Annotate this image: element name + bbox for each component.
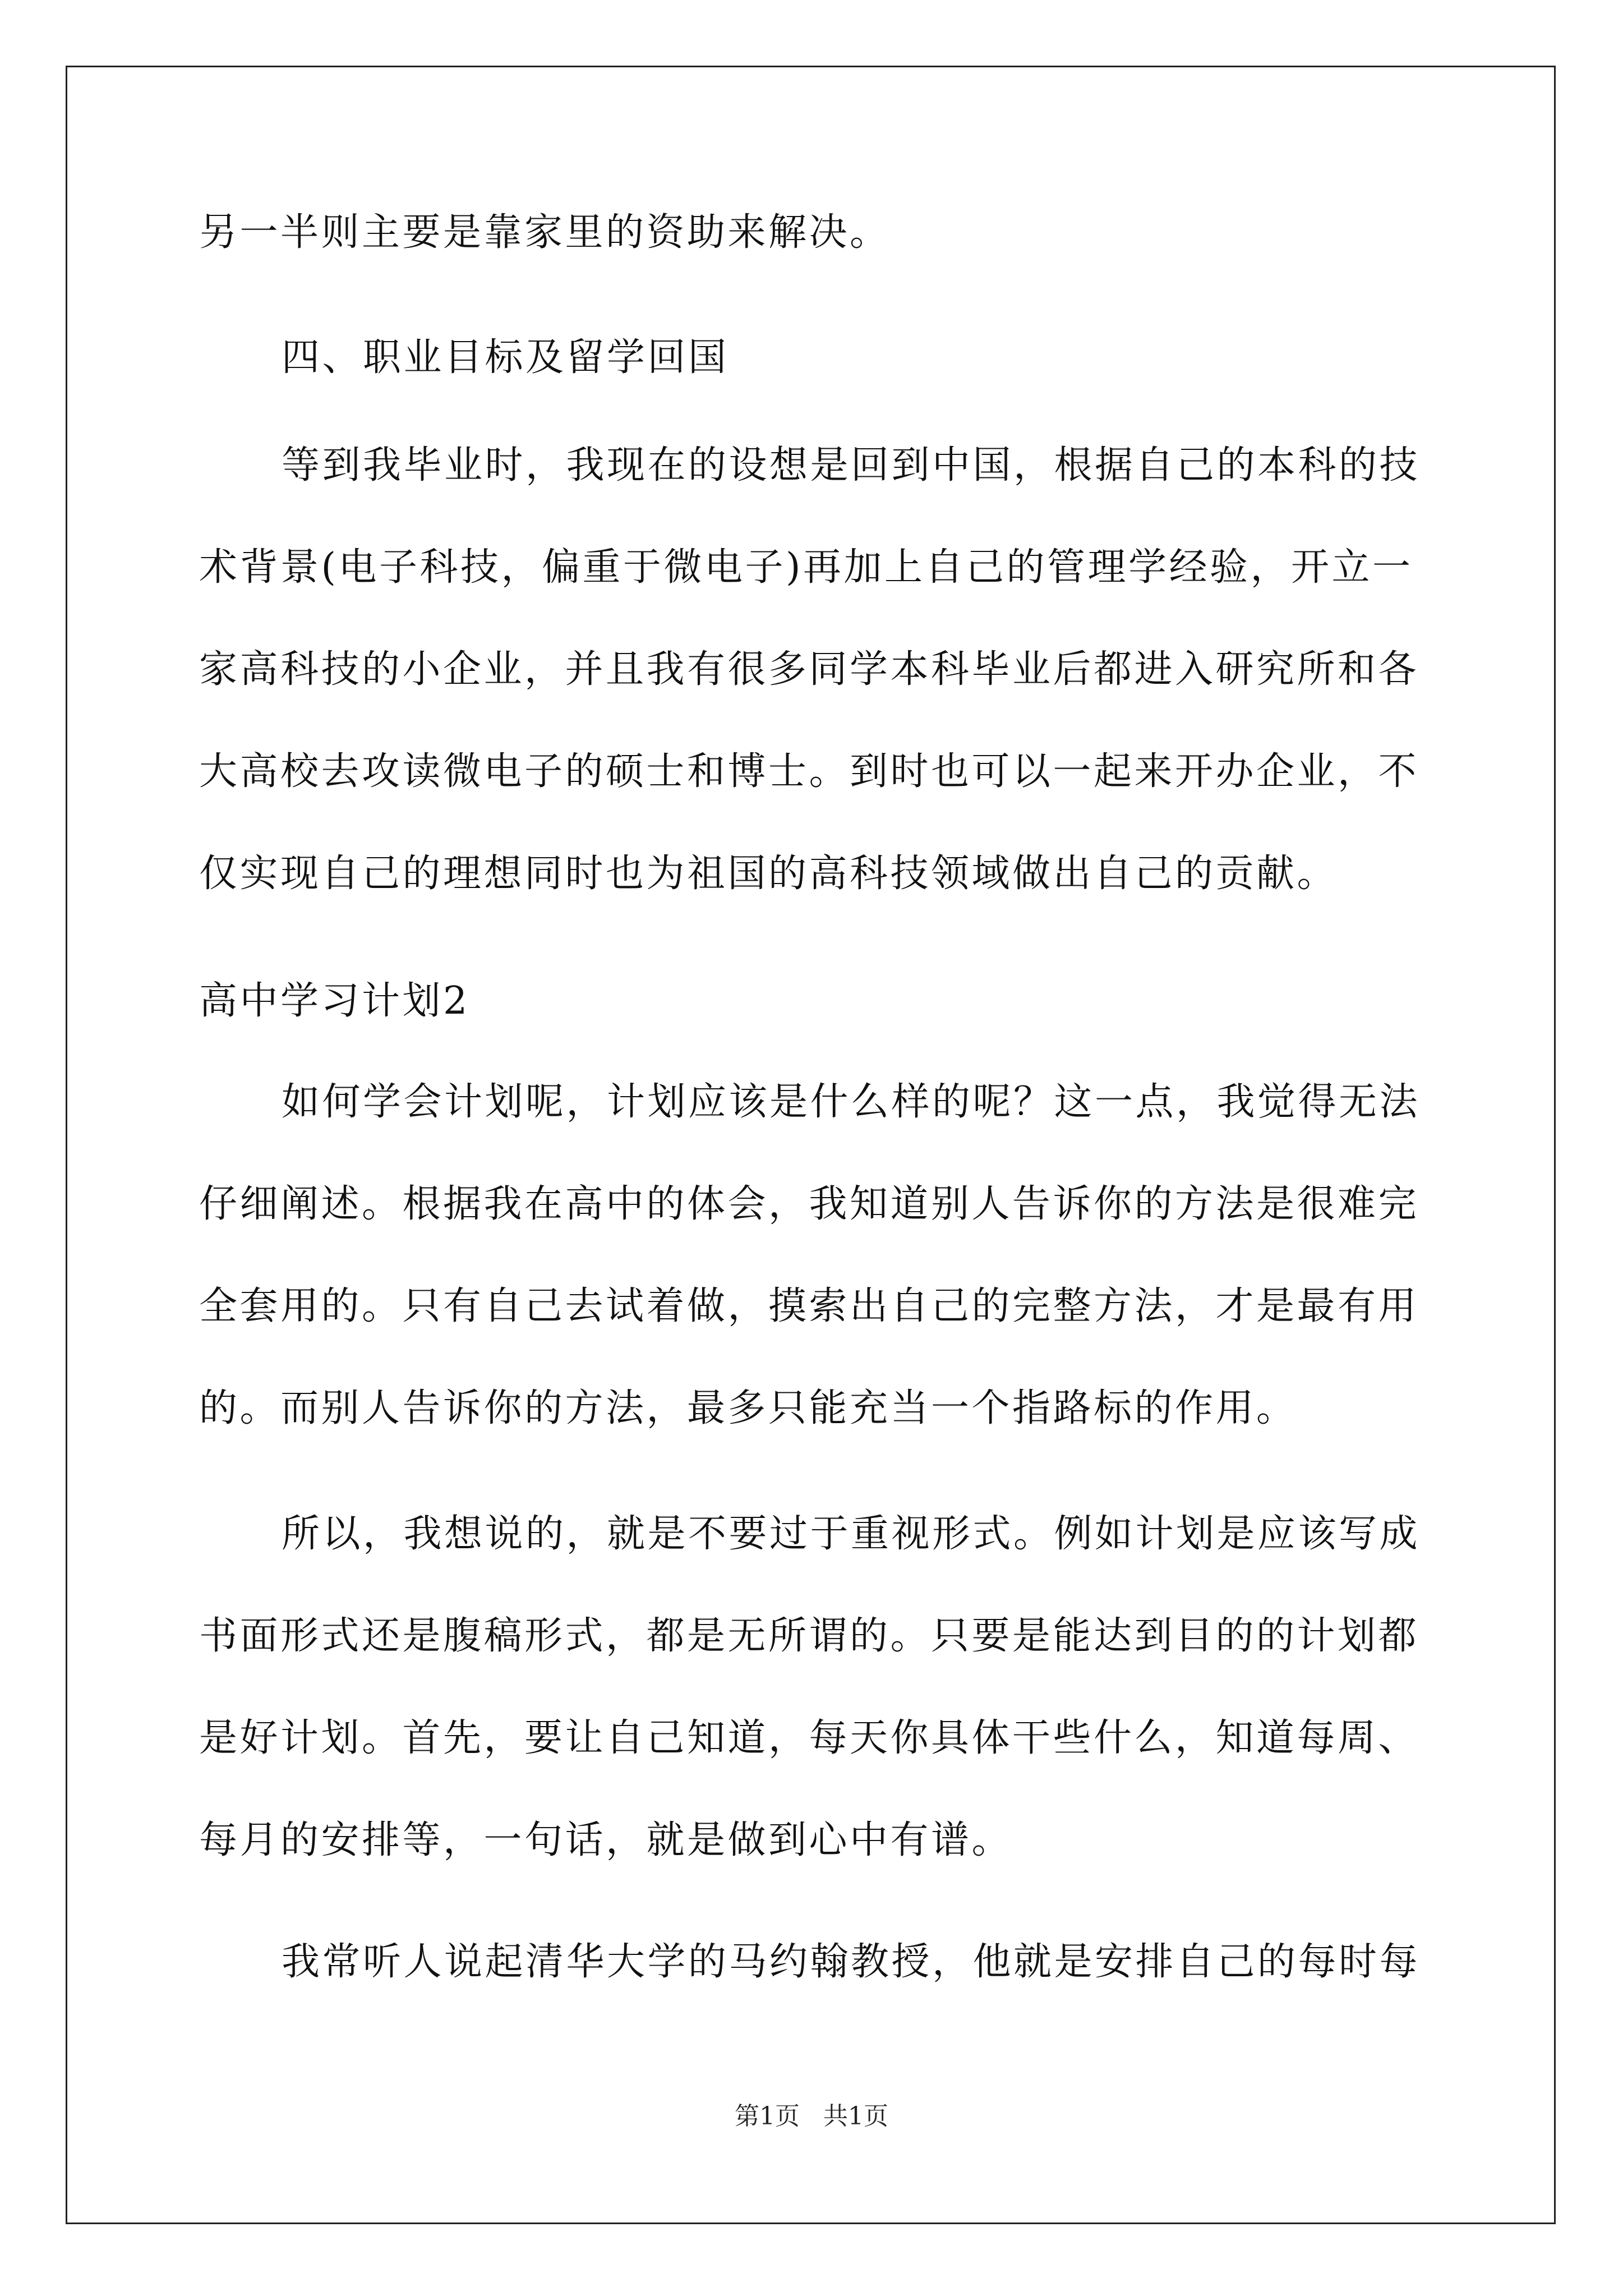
text-line: 家高科技的小企业，并且我有很多同学本科毕业后都进入研究所和各 — [199, 647, 1419, 692]
text-line: 书面形式还是腹稿形式，都是无所谓的。只要是能达到目的的计划都 — [199, 1614, 1419, 1658]
text-line: 如何学会计划呢，计划应该是什么样的呢？这一点，我觉得无法 — [282, 1080, 1421, 1124]
text-line: 我常听人说起清华大学的马约翰教授，他就是安排自己的每时每 — [282, 1940, 1421, 1984]
page-number: 第1页 — [735, 2102, 800, 2131]
text-line: 另一半则主要是靠家里的资助来解决。 — [199, 210, 891, 255]
text-line: 仔细阐述。根据我在高中的体会，我知道别人告诉你的方法是很难完 — [199, 1182, 1419, 1226]
text-line: 每月的安排等，一句话，就是做到心中有谱。 — [199, 1818, 1013, 1862]
text-line: 大高校去攻读微电子的硕士和博士。到时也可以一起来开办企业，不 — [199, 749, 1419, 794]
page-border — [66, 66, 1556, 2224]
text-line: 术背景(电子科技，偏重于微电子)再加上自己的管理学经验，开立一 — [199, 545, 1413, 590]
text-line: 仅实现自己的理想同时也为祖国的高科技领域做出自己的贡献。 — [199, 852, 1338, 896]
text-line: 全套用的。只有自己去试着做，摸索出自己的完整方法，才是最有用 — [199, 1284, 1419, 1328]
text-line: 的。而别人告诉你的方法，最多只能充当一个指路标的作用。 — [199, 1386, 1297, 1430]
article-title: 高中学习计划2 — [199, 979, 470, 1023]
text-line: 等到我毕业时，我现在的设想是回到中国，根据自己的本科的技 — [282, 443, 1421, 487]
page-footer — [0, 2101, 1623, 2132]
text-line: 是好计划。首先，要让自己知道，每天你具体干些什么，知道每周、 — [199, 1716, 1419, 1760]
page-total: 共1页 — [823, 2102, 888, 2131]
section-heading: 四、职业目标及留学回国 — [282, 335, 729, 380]
text-line: 所以，我想说的，就是不要过于重视形式。例如计划是应该写成 — [282, 1512, 1421, 1556]
